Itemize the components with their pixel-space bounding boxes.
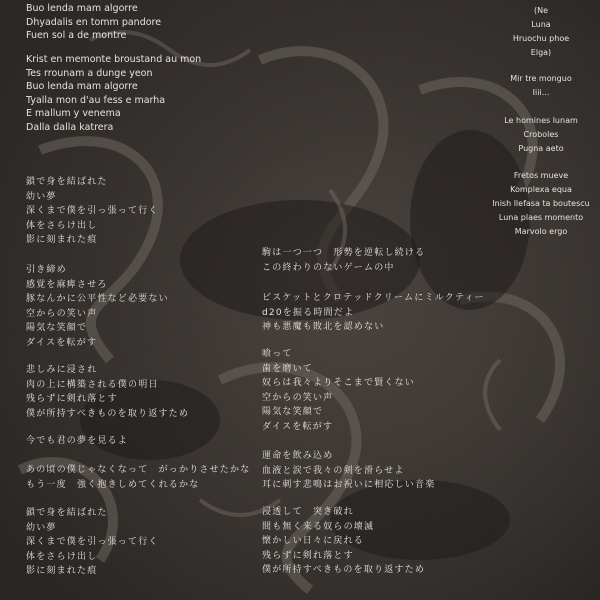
lyric-line: 陽気な笑顔で <box>26 323 88 334</box>
lyric-line: 体をさらけ出し <box>26 220 98 231</box>
right-latin-stanza-3 <box>486 114 596 156</box>
lyric-line: Pugna aeto <box>518 144 564 153</box>
left-japanese-stanza-3 <box>26 363 189 421</box>
lyric-line: 僕が所持すべきものを取り返すため <box>26 408 190 419</box>
lyric-line: 駒は一つ一つ 形勢を逆転し続ける <box>262 248 426 258</box>
left-latin-lyrics-2 <box>26 53 201 134</box>
left-japanese-stanza-4 <box>26 434 128 449</box>
right-japanese-stanza-5 <box>262 505 425 578</box>
left-japanese-stanza-5 <box>26 463 250 492</box>
lyric-line: 陽気な笑顔で <box>262 407 324 418</box>
lyric-line: Luna <box>531 20 551 29</box>
right-japanese-stanza-3 <box>262 347 415 435</box>
lyric-line: 運命を飲み込め <box>262 451 334 461</box>
lyric-line: Fuen sol a de montre <box>26 30 127 41</box>
lyric-line: Tyalla mon d'au fess e marha <box>26 94 166 106</box>
lyric-line: この終わりのないゲームの中 <box>262 262 395 273</box>
lyric-line: 今でも君の夢を見るよ <box>26 436 129 446</box>
lyric-line: 神も悪魔も敗北を認めない <box>262 322 385 333</box>
lyric-line: Iiii... <box>532 88 550 97</box>
lyric-line: もう一度 強く抱きしめてくれるかな <box>26 479 200 490</box>
lyric-line: Buo lenda mam algorre <box>26 3 138 14</box>
lyric-line: Fretos mueve <box>513 171 569 180</box>
right-japanese-stanza-2 <box>262 291 485 335</box>
left-japanese-stanza-1 <box>26 175 159 248</box>
lyric-line: 奴らは我々よりそこまで賢くない <box>262 378 416 389</box>
left-latin-lyrics <box>26 2 161 43</box>
lyric-line: Marvolo ergo <box>514 227 568 236</box>
lyric-line: Croboles <box>523 130 559 139</box>
lyric-line: 悲しみに浸され <box>26 365 98 375</box>
lyric-line: Inish llefasa ta boutescu <box>492 199 590 208</box>
lyric-line: Elga) <box>530 48 552 57</box>
right-latin-stanza-4 <box>486 169 596 239</box>
lyric-line: 幼い夢 <box>26 191 57 202</box>
lyric-line: 残らずに剣れ落とす <box>26 394 118 405</box>
lyric-line: 鎖で身を結ばれた <box>26 508 108 518</box>
lyric-line: 豚なんかに公平性など必要ない <box>26 294 169 305</box>
right-latin-stanza-2 <box>486 72 596 100</box>
lyric-line: 幼い夢 <box>26 522 57 533</box>
lyric-line: 空からの笑い声 <box>26 308 98 319</box>
lyric-line: 引き締め <box>26 265 67 275</box>
lyric-line: 血液と涙で我々の剣を滑らせよ <box>262 465 405 476</box>
lyric-line: 深くまで僕を引っ張って行く <box>26 537 159 548</box>
right-latin-stanza-1 <box>486 4 596 60</box>
lyric-line: Krist en memonte broustand au mon <box>26 54 202 65</box>
lyric-line: 影に刻まれた痕 <box>26 235 98 246</box>
lyric-line: ダイスを転がす <box>26 337 98 348</box>
left-japanese-stanza-6 <box>26 506 159 579</box>
lyric-line: 鎖で身を結ばれた <box>26 177 108 187</box>
lyric-line: d20を振る時間だよ <box>262 307 355 318</box>
lyric-line: 喰って <box>262 349 293 359</box>
lyric-line: 耳に刺す悲鳴はお祝いに相応しい音楽 <box>262 480 436 491</box>
lyric-line: ビスケットとクロテッドクリームにミルクティー <box>262 293 485 303</box>
lyric-line: 空からの笑い声 <box>262 392 334 403</box>
lyric-line: 肉の上に構築される僕の明日 <box>26 379 159 390</box>
lyric-line: Hruochu phoe <box>512 34 570 43</box>
lyric-line: E mallum y venema <box>26 108 121 119</box>
lyric-line: Le homines lunam <box>504 116 578 125</box>
lyric-line: (Ne <box>533 6 549 15</box>
lyric-line: Dhyadalis en tomm pandore <box>26 16 162 28</box>
lyric-line: 深くまで僕を引っ張って行く <box>26 206 159 217</box>
lyric-line: 影に刻まれた痕 <box>26 566 98 577</box>
lyric-line: Mir tre monguo <box>510 74 572 83</box>
lyric-line: 体をさらけ出し <box>26 551 98 562</box>
lyric-line: Dalla dalla katrera <box>26 121 114 133</box>
lyric-line: ダイスを転がす <box>262 421 334 432</box>
right-japanese-stanza-4 <box>262 449 435 493</box>
lyric-line: 浸透して 突き破れ <box>262 507 354 517</box>
lyric-line: Tes rrounam a dunge yeon <box>26 67 153 79</box>
right-japanese-stanza-1 <box>262 246 425 275</box>
lyric-line: Buo lenda mam algorre <box>26 81 138 92</box>
lyric-line: 感覚を麻痺させろ <box>26 279 108 290</box>
lyric-line: 歯を磨いて <box>262 363 314 374</box>
lyric-line: 僕が所持すべきものを取り返すため <box>262 565 426 576</box>
lyric-line: 間も無く来る奴らの壊滅 <box>262 521 375 532</box>
lyric-line: 残らずに剣れ落とす <box>262 550 354 561</box>
lyric-line: あの頃の僕じゃなくなって がっかりさせたかな <box>26 465 251 475</box>
lyric-line: 懐かしい日々に戻れる <box>262 536 365 547</box>
lyric-line: Luna plaes momento <box>498 213 584 222</box>
left-japanese-stanza-2 <box>26 263 169 351</box>
lyric-line: Komplexa equa <box>510 185 572 194</box>
